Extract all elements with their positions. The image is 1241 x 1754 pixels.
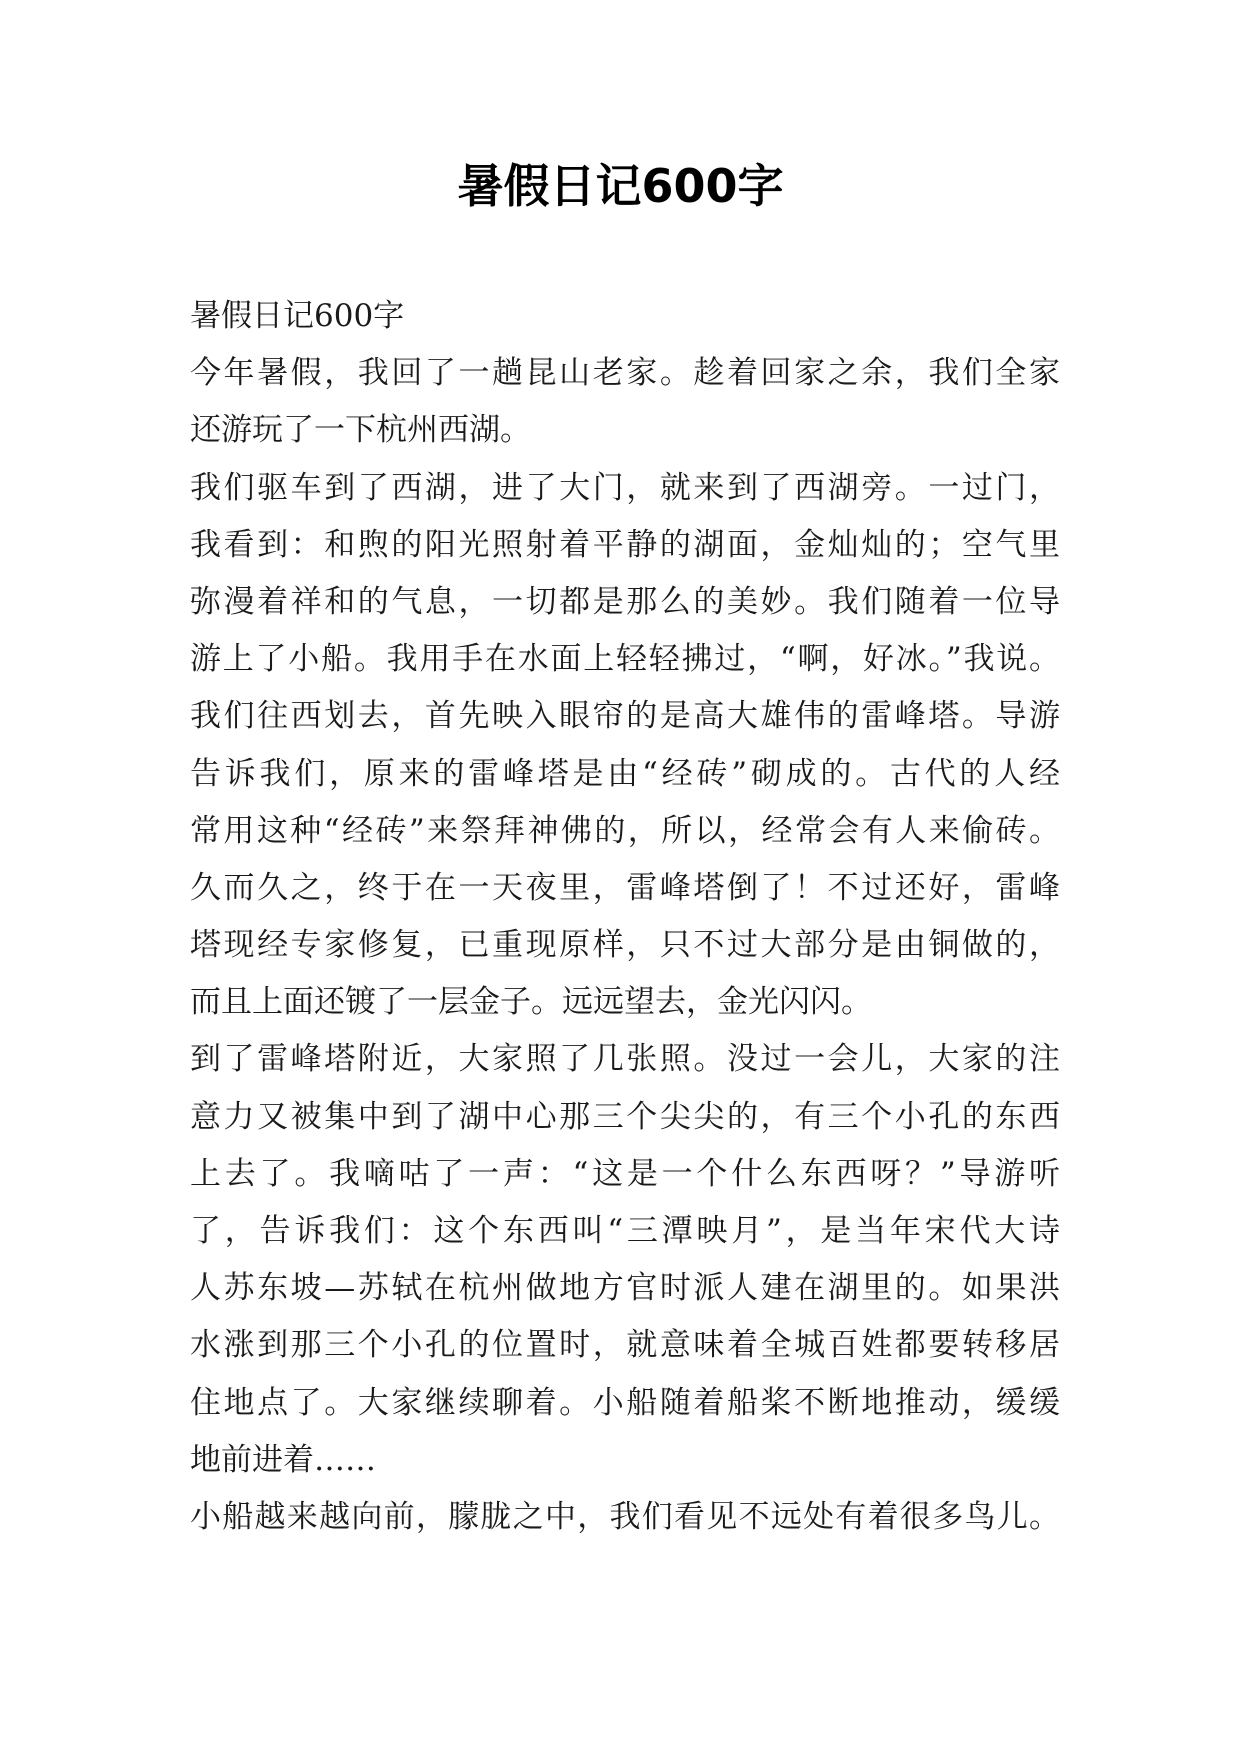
text-line: 住地点了。大家继续聊着。小船随着船桨不断地推动，缓缓 (190, 1384, 1060, 1421)
text-line: 我们往西划去，首先映入眼帘的是高大雄伟的雷峰塔。导游 (190, 698, 1060, 735)
text-line: 了，告诉我们：这个东西叫“三潭映月”，是当年宋代大诗 (190, 1213, 1060, 1249)
text-line: 我们驱车到了西湖，进了大门，就来到了西湖旁。一过门， (190, 469, 1060, 506)
text-line: 告诉我们，原来的雷峰塔是由“经砖”砌成的。古代的人经 (190, 755, 1060, 792)
text-line: 小船越来越向前，朦胧之中，我们看见不远处有着很多鸟儿。 (190, 1498, 1060, 1535)
text-line: 而且上面还镀了一层金子。远远望去，金光闪闪。 (190, 984, 872, 1021)
text-line: 到了雷峰塔附近，大家照了几张照。没过一会儿，大家的注 (190, 1041, 1060, 1078)
text-line: 意力又被集中到了湖中心那三个尖尖的，有三个小孔的东西 (190, 1098, 1060, 1135)
text-line: 弥漫着祥和的气息，一切都是那么的美妙。我们随着一位导 (190, 583, 1060, 620)
text-line: 上去了。我嘀咕了一声：“这是一个什么东西呀？”导游听 (190, 1155, 1060, 1192)
document-title: 暑假日记600字 (457, 159, 784, 213)
paragraph-heading: 暑假日记600字 (190, 298, 405, 334)
text-line: 还游玩了一下杭州西湖。 (190, 412, 531, 449)
text-line: 游上了小船。我用手在水面上轻轻拂过，“啊，好冰。”我说。 (190, 641, 1060, 678)
text-line: 人苏东坡—苏轼在杭州做地方官时派人建在湖里的。如果洪 (190, 1270, 1060, 1307)
text-line: 久而久之，终于在一天夜里，雷峰塔倒了！不过还好，雷峰 (190, 869, 1060, 906)
text-line: 我看到：和煦的阳光照射着平静的湖面，金灿灿的；空气里 (190, 526, 1060, 563)
text-line: 水涨到那三个小孔的位置时，就意味着全城百姓都要转移居 (190, 1327, 1060, 1364)
text-line: 地前进着…… (190, 1441, 376, 1478)
text-line: 今年暑假，我回了一趟昆山老家。趁着回家之余，我们全家 (190, 355, 1060, 392)
text-line: 常用这种“经砖”来祭拜神佛的，所以，经常会有人来偷砖。 (190, 812, 1060, 849)
document-body (190, 288, 1060, 1546)
text-line: 塔现经专家修复，已重现原样，只不过大部分是由铜做的， (190, 927, 1060, 964)
